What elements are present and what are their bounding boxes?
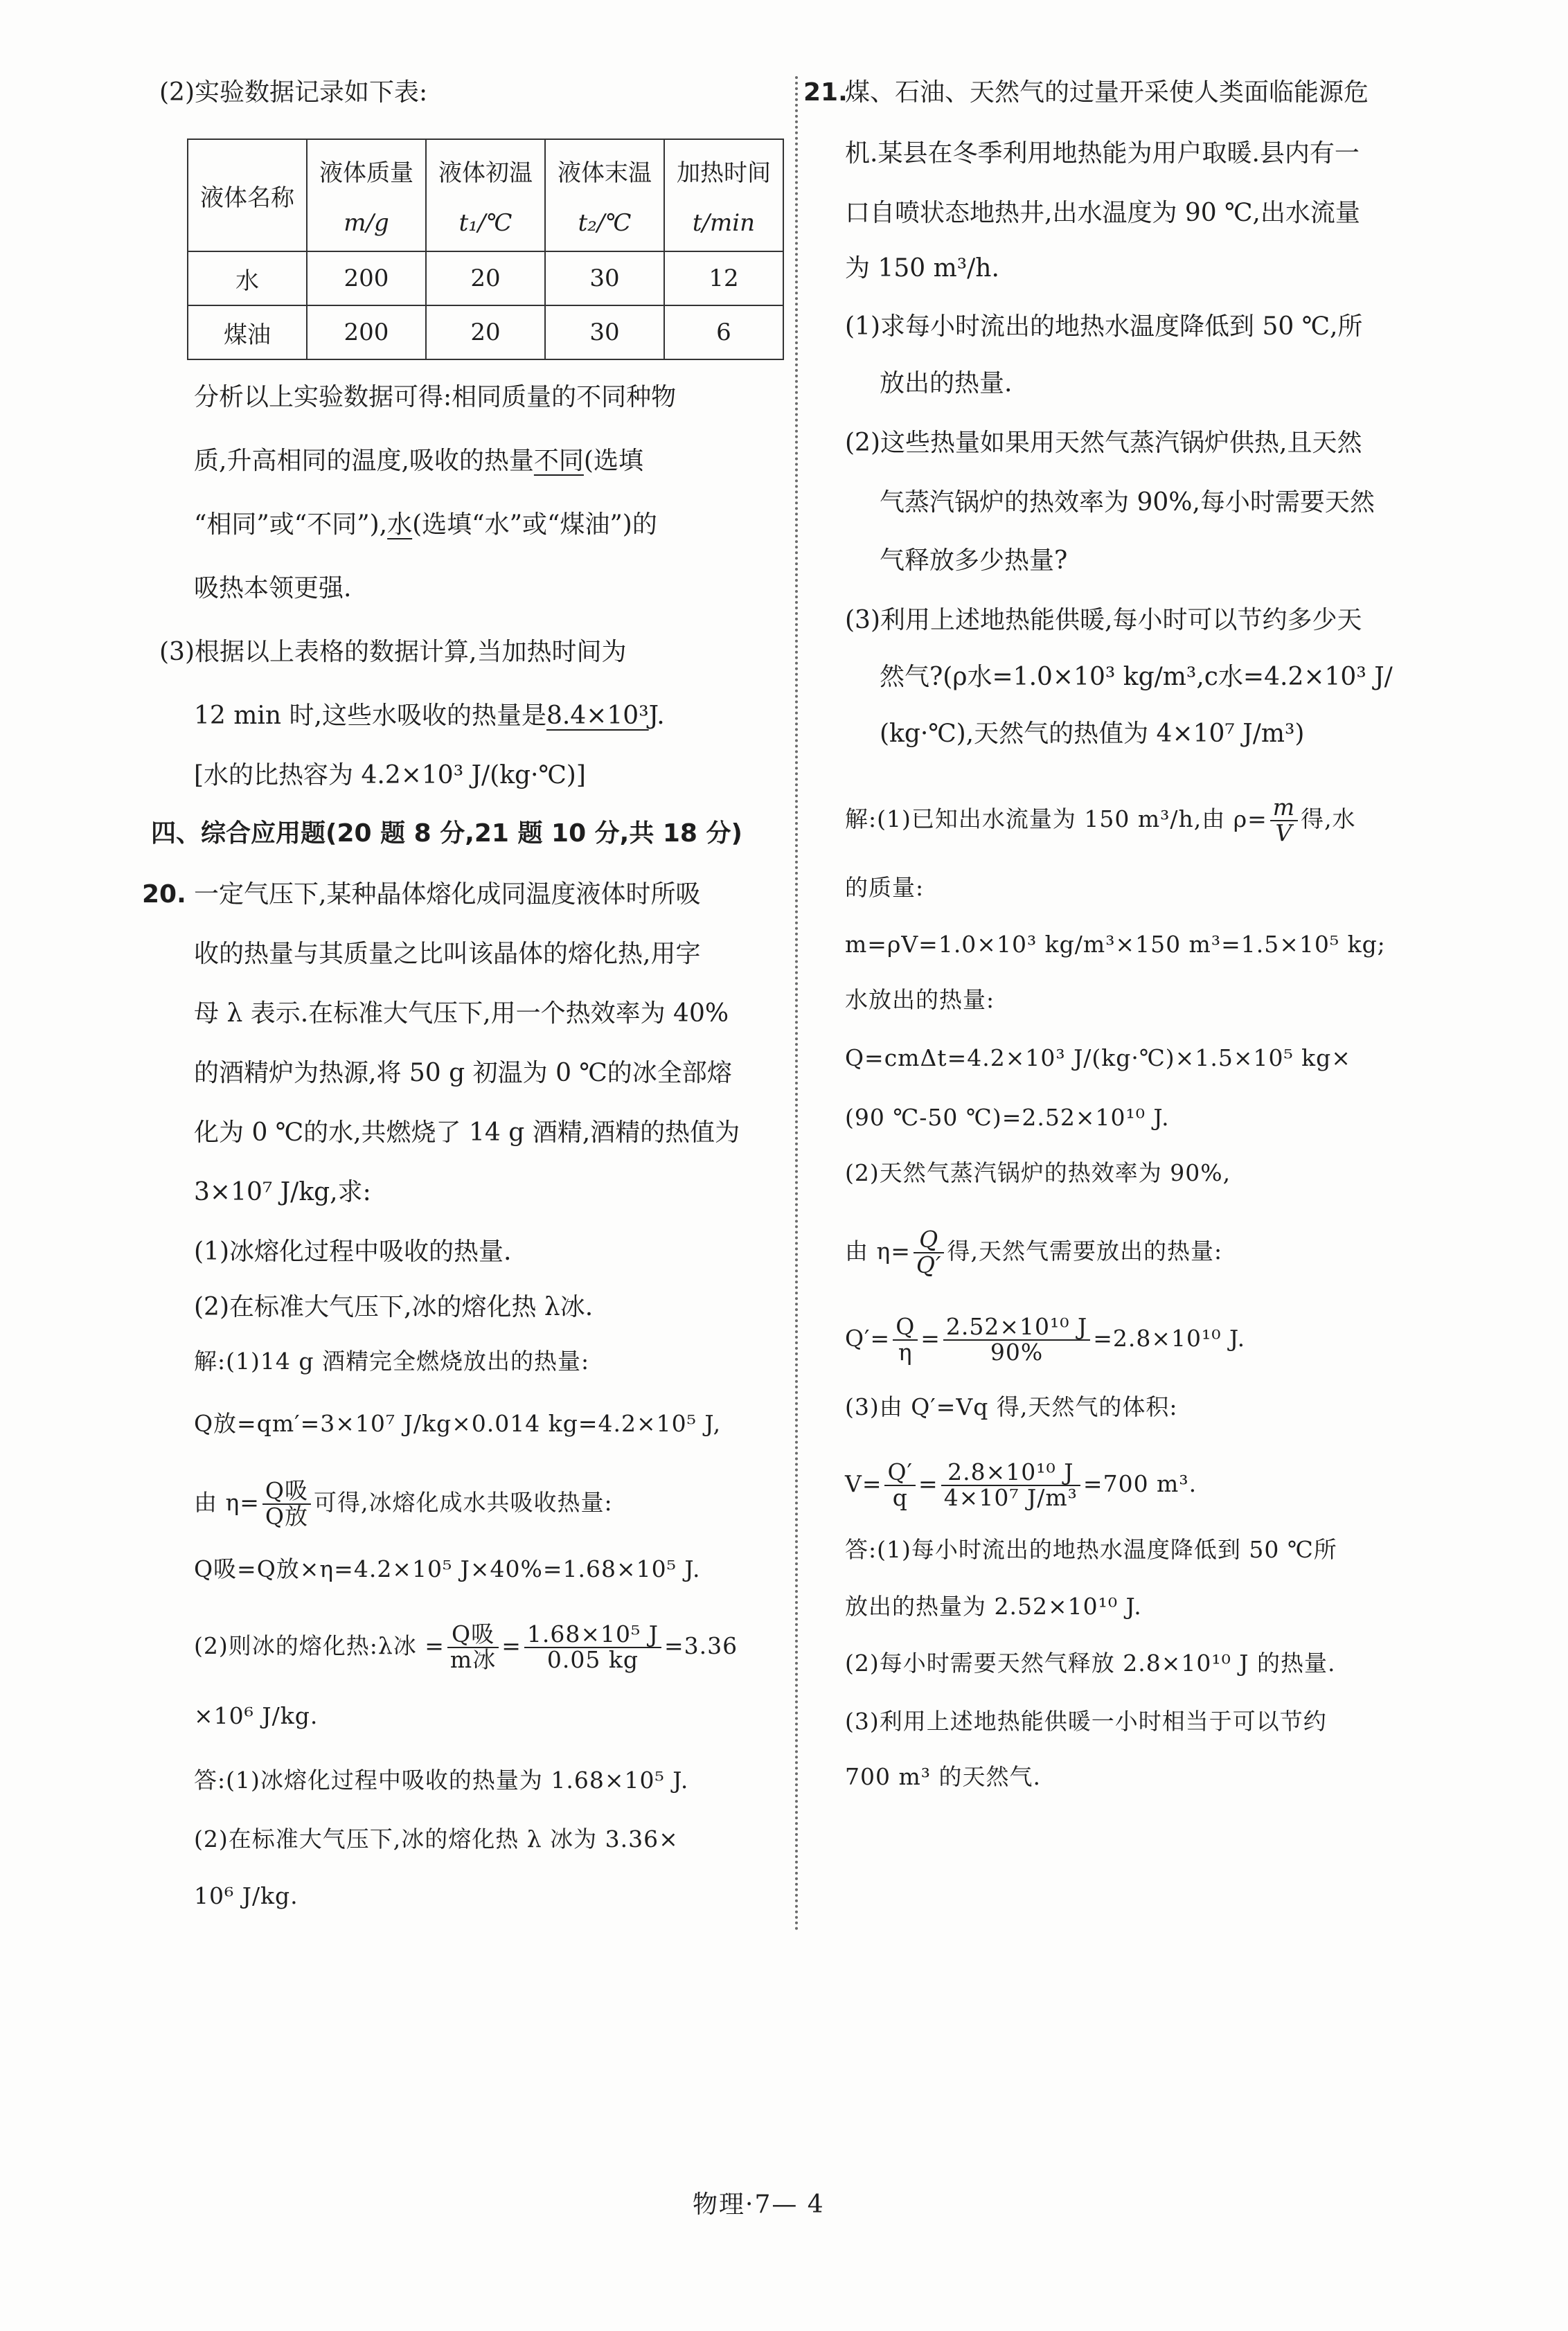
analysis-line-1: 分析以上实验数据可得:相同质量的不同种物 — [194, 383, 677, 411]
s21-line-13: 放出的热量为 2.52×10¹⁰ J. — [845, 1593, 1142, 1620]
table-cell: 水 — [188, 251, 307, 305]
s20-line-3: 由 η= $\frac{\text{Q吸}}{\text{Q放}}$ 可得,冰熔化成水共吸收热量: — [194, 1477, 613, 1530]
q20-line: 化为 0 ℃的水,共燃烧了 14 g 酒精,酒精的热值为 — [194, 1118, 740, 1147]
table-cell: 20 — [426, 251, 545, 305]
s21-line-10: (3)由 Q′=Vq 得,天然气的体积: — [845, 1393, 1178, 1420]
q21-sub-2-cont: 气释放多少热量? — [880, 546, 1068, 575]
experiment-data-table — [187, 139, 784, 360]
table-cell: 200 — [307, 251, 426, 305]
fraction: $\frac{Q}{\eta}$ — [893, 1315, 918, 1364]
q20-line: 一定气压下,某种晶体熔化成同温度液体时所吸 — [194, 880, 701, 909]
q3-line-1: (3)根据以上表格的数据计算,当加热时间为 — [159, 638, 627, 666]
s21-line-5: Q=cmΔt=4.2×10³ J/(kg·℃)×1.5×10⁵ kg× — [845, 1044, 1351, 1071]
fraction: $\frac{\text{Q吸}}{\text{Q放}}$ — [262, 1479, 311, 1528]
table-header-final-temp: 液体末温 — [558, 159, 652, 188]
s21-line-6: (90 ℃-50 ℃)=2.52×10¹⁰ J. — [845, 1104, 1170, 1131]
fraction: $\frac{Q}{Q'}$ — [914, 1228, 945, 1277]
table-cell: 30 — [545, 305, 664, 359]
s21-line-7: (2)天然气蒸汽锅炉的热效率为 90%, — [845, 1159, 1231, 1186]
analysis-line-4: 吸热本领更强. — [194, 574, 352, 602]
s21-line-1: 解:(1)已知出水流量为 150 m³/h,由 ρ= $\frac{m}{V}$ 得,水 — [845, 794, 1356, 846]
section-heading: 四、综合应用题(20 题 8 分,21 题 10 分,共 18 分) — [151, 819, 742, 848]
q21-sub-3-cont: 然气?(ρ水=1.0×10³ kg/m³,c水=4.2×10³ J/ — [880, 663, 1393, 691]
table-header-heat-time: 加热时间 — [677, 159, 771, 188]
q21-sub-2-cont: 气蒸汽锅炉的热效率为 90%,每小时需要天然 — [880, 488, 1375, 517]
table-row — [188, 305, 783, 359]
s20-line-6: ×10⁶ J/kg. — [194, 1702, 319, 1729]
s20-line-7: 答:(1)冰熔化过程中吸收的热量为 1.68×10⁵ J. — [194, 1767, 689, 1794]
q3-line-2: 12 min 时,这些水吸收的热量是8.4×10³J. — [194, 702, 665, 730]
s20-line-5: (2)则冰的熔化热:λ冰 = $\frac{\text{Q吸}}{\text{m冰}}$ = $\frac{\text{1.68×10⁵ J}}{0.05 kg}$ =3.36 — [194, 1620, 738, 1673]
table-cell: 6 — [664, 305, 783, 359]
table-header-mass: 液体质量 — [319, 159, 413, 188]
s21-line-2: 的质量: — [845, 874, 925, 901]
s20-line-4: Q吸=Q放×η=4.2×10⁵ J×40%=1.68×10⁵ J. — [194, 1555, 701, 1582]
q21-line: 煤、石油、天然气的过量开采使人类面临能源危 — [845, 78, 1369, 107]
q20-line: 3×10⁷ J/kg,求: — [194, 1178, 371, 1206]
q21-line: 机.某县在冬季利用地热能为用户取暖.县内有一 — [845, 139, 1360, 168]
table-cell: 200 — [307, 305, 426, 359]
q21-sub-2: (2)这些热量如果用天然气蒸汽锅炉供热,且天然 — [845, 429, 1362, 457]
q3-line-3: [水的比热容为 4.2×10³ J/(kg·℃)] — [194, 761, 586, 789]
q21-line: 口自喷状态地热井,出水温度为 90 ℃,出水流量 — [845, 199, 1360, 227]
q21-sub-3-cont: (kg·℃),天然气的热值为 4×10⁷ J/m³) — [880, 720, 1305, 748]
table-cell: 20 — [426, 305, 545, 359]
fraction: $\frac{\text{2.52×10¹⁰ J}}{90\%}$ — [943, 1315, 1090, 1364]
s21-line-12: 答:(1)每小时流出的地热水温度降低到 50 ℃所 — [845, 1536, 1337, 1563]
s21-line-14: (2)每小时需要天然气释放 2.8×10¹⁰ J 的热量. — [845, 1650, 1336, 1677]
s21-line-11: V= $\frac{Q'}{q}$ = $\frac{\text{2.8×10¹⁰ J}}{\text{4×10⁷ J/m³}}$ =700 m³. — [845, 1458, 1197, 1511]
s21-line-16: 700 m³ 的天然气. — [845, 1763, 1041, 1790]
s21-line-9: Q′= $\frac{Q}{\eta}$ = $\frac{\text{2.52×10¹⁰ J}}{90\%}$ =2.8×10¹⁰ J. — [845, 1313, 1246, 1366]
q21-sub-3: (3)利用上述地热能供暖,每小时可以节约多少天 — [845, 606, 1362, 634]
q20-sub-1: (1)冰熔化过程中吸收的热量. — [194, 1238, 512, 1266]
fraction: $\frac{\text{1.68×10⁵ J}}{0.05 kg}$ — [524, 1623, 661, 1672]
q20-line: 的酒精炉为热源,将 50 g 初温为 0 ℃的冰全部熔 — [194, 1059, 732, 1087]
table-header-initial-temp-unit: t₁/℃ — [458, 208, 513, 237]
fraction: $\frac{Q'}{q}$ — [884, 1461, 916, 1510]
answer-blank-1: 不同 — [533, 447, 584, 475]
table-header-final-temp-unit: t₂/℃ — [578, 208, 632, 237]
analysis-line-3: “相同”或“不同”),水(选填“水”或“煤油”)的 — [194, 510, 657, 539]
question-20-number: 20. — [142, 880, 186, 909]
s21-line-4: 水放出的热量: — [845, 986, 995, 1013]
table-row — [188, 251, 783, 305]
q2-intro: (2)实验数据记录如下表: — [159, 78, 428, 107]
s21-line-15: (3)利用上述地热能供暖一小时相当于可以节约 — [845, 1708, 1327, 1735]
s21-line-3: m=ρV=1.0×10³ kg/m³×150 m³=1.5×10⁵ kg; — [845, 931, 1386, 958]
answer-blank-2: 水 — [387, 510, 413, 539]
q20-line: 母 λ 表示.在标准大气压下,用一个热效率为 40% — [194, 999, 729, 1028]
q21-sub-1-cont: 放出的热量. — [880, 369, 1013, 398]
q20-sub-2: (2)在标准大气压下,冰的熔化热 λ冰. — [194, 1293, 594, 1321]
s20-line-8: (2)在标准大气压下,冰的熔化热 λ 冰为 3.36× — [194, 1825, 679, 1852]
column-divider — [795, 76, 798, 1932]
answer-blank-3: 8.4×10³ — [546, 702, 649, 730]
table-header-heat-time-unit: t/min — [692, 208, 756, 237]
fraction: $\frac{\text{2.8×10¹⁰ J}}{\text{4×10⁷ J/m³}}$ — [941, 1461, 1080, 1510]
s20-line-1: 解:(1)14 g 酒精完全燃烧放出的热量: — [194, 1348, 590, 1375]
table-cell: 煤油 — [188, 305, 307, 359]
q21-line: 为 150 m³/h. — [845, 254, 999, 283]
q21-sub-1: (1)求每小时流出的地热水温度降低到 50 ℃,所 — [845, 312, 1363, 341]
s20-line-2: Q放=qm′=3×10⁷ J/kg×0.014 kg=4.2×10⁵ J, — [194, 1410, 722, 1437]
table-header-name: 液体名称 — [188, 139, 307, 251]
question-21-number: 21. — [803, 78, 848, 107]
table-header-mass-unit: m/g — [344, 208, 389, 237]
table-header-initial-temp: 液体初温 — [438, 159, 533, 188]
analysis-line-2: 质,升高相同的温度,吸收的热量不同(选填 — [194, 447, 643, 475]
fraction: $\frac{m}{V}$ — [1270, 796, 1298, 845]
table-cell: 12 — [664, 251, 783, 305]
s20-line-9: 10⁶ J/kg. — [194, 1882, 299, 1909]
s21-line-8: 由 η= $\frac{Q}{Q'}$ 得,天然气需要放出的热量: — [845, 1226, 1223, 1278]
fraction: $\frac{\text{Q吸}}{\text{m冰}}$ — [447, 1623, 499, 1672]
page-footer: 物理·7— 4 — [693, 2190, 825, 2219]
q20-line: 收的热量与其质量之比叫该晶体的熔化热,用字 — [194, 940, 701, 968]
table-cell: 30 — [545, 251, 664, 305]
